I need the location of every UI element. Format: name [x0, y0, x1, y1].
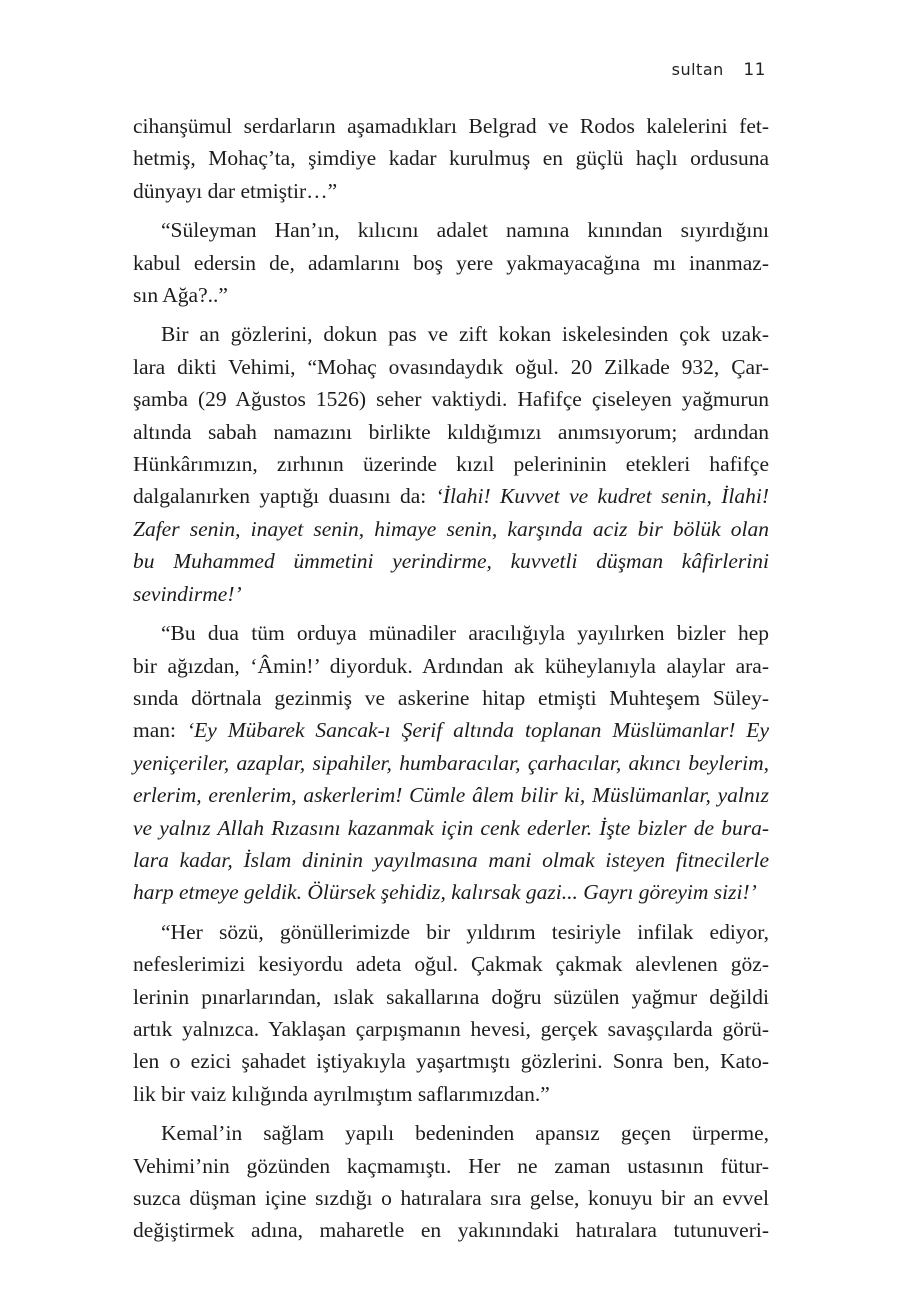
italic-text-line: ve yalnız Allah Rızasını kazanmak için cenk ederler. İşte bizler de bura- — [133, 815, 769, 840]
italic-text-line: Zafer senin, inayet senin, himaye senin, karşında aciz bir bölük olan — [133, 516, 769, 541]
text-line-mixed — [133, 714, 769, 746]
italic-text-line: erlerim, erenlerim, askerlerim! Cümle âlem bilir ki, Müslümanlar, yalnız — [133, 783, 769, 808]
paragraph-3 — [133, 318, 769, 610]
italic-text-line: harp etmeye geldik. Ölürsek şehidiz, kalırsak gazi... Gayrı göreyim sizi!’ — [133, 880, 757, 905]
text-line: lerinin pınarlarından, ıslak sakallarına doğru süzülen yağmur değildi — [133, 984, 769, 1009]
italic-text-line: sevindirme!’ — [133, 581, 242, 606]
italic-speech-start: ‘Ey Mübarek Sancak-ı Şerif altında toplanan Müslümanlar! Ey — [186, 718, 769, 743]
text-line: bir ağızdan, ‘Âmin!’ diyorduk. Ardından ak küheylanıyla alaylar ara- — [133, 653, 769, 678]
text-line: Vehimi’nin gözünden kaçmamıştı. Her ne zaman ustasının fütur- — [133, 1153, 769, 1178]
text-line-mixed — [133, 480, 769, 512]
text-line: “Süleyman Han’ın, kılıcını adalet namına kınından sıyırdığını — [161, 218, 769, 243]
text-line: sında dörtnala gezinmiş ve askerine hitap etmişti Muhteşem Süley- — [133, 685, 769, 710]
text-line: sın Ağa?..” — [133, 283, 228, 308]
page-number: 11 — [743, 60, 766, 80]
text-line: Hünkârımızın, zırhının üzerinde kızıl pelerininin etekleri hafifçe — [133, 452, 769, 477]
text-line: dünyayı dar etmiştir…” — [133, 178, 338, 203]
text-line: Kemal’in sağlam yapılı bedeninden apansız geçen ürperme, — [161, 1121, 769, 1146]
paragraph-4 — [133, 617, 769, 909]
italic-prayer-start: ‘İlahi! Kuvvet ve kudret senin, İlahi! — [435, 484, 769, 509]
running-title: sultan — [671, 60, 724, 79]
body-text — [133, 110, 769, 1247]
text-line: değiştirmek adına, maharetle en yakınındaki hatıralara tutunuveri- — [133, 1218, 769, 1243]
text-line: len o ezici şahadet iştiyakıyla yaşartmıştı gözlerini. Sonra ben, Kato- — [133, 1049, 769, 1074]
text-line: kabul edersin de, adamlarını boş yere yakmayacağına mı inanmaz- — [133, 250, 769, 275]
paragraph-2 — [133, 214, 769, 311]
text-line: “Bu dua tüm orduya münadiler aracılığıyla yayılırken bizler hep — [161, 621, 769, 646]
paragraph-1 — [133, 110, 769, 207]
text-line: hetmiş, Mohaç’ta, şimdiye kadar kurulmuş en güçlü haçlı ordusuna — [133, 146, 769, 171]
text-line: altında sabah namazını birlikte kıldığımızı anımsıyorum; ardından — [133, 419, 769, 444]
text-line: nefeslerimizi kesiyordu adeta oğul. Çakmak çakmak alevlenen göz- — [133, 952, 769, 977]
text-line: “Her sözü, gönüllerimizde bir yıldırım tesiriyle infilak ediyor, — [161, 919, 769, 944]
italic-text-line: lara kadar, İslam dininin yayılmasına mani olmak isteyen fitnecilerle — [133, 847, 769, 872]
text-line: şamba (29 Ağustos 1526) seher vaktiydi. Hafifçe çiseleyen yağmurun — [133, 387, 769, 412]
paragraph-5 — [133, 916, 769, 1110]
text-line: artık yalnızca. Yaklaşan çarpışmanın hevesi, gerçek savaşçılarda görü- — [133, 1016, 769, 1041]
text-segment: dalgalanırken yaptığı duasını da: — [133, 484, 436, 509]
text-line: lara dikti Vehimi, “Mohaç ovasındaydık oğul. 20 Zilkade 932, Çar- — [133, 354, 769, 379]
paragraph-6 — [133, 1117, 769, 1247]
text-line: lik bir vaiz kılığında ayrılmıştım saflarımızdan.” — [133, 1081, 550, 1106]
text-line: cihanşümul serdarların aşamadıkları Belgrad ve Rodos kalelerini fet- — [133, 114, 769, 138]
text-segment: man: — [133, 718, 187, 743]
text-line: Bir an gözlerini, dokun pas ve zift kokan iskelesinden çok uzak- — [161, 322, 769, 347]
text-line: suzca düşman içine sızdığı o hatıralara sıra gelse, konuyu bir an evvel — [133, 1186, 769, 1210]
italic-text-line: bu Muhammed ümmetini yerindirme, kuvvetli düşman kâfirlerini — [133, 549, 769, 574]
running-header — [672, 60, 766, 80]
italic-text-line: yeniçeriler, azaplar, sipahiler, humbaracılar, çarhacılar, akıncı beylerim, — [133, 750, 769, 775]
